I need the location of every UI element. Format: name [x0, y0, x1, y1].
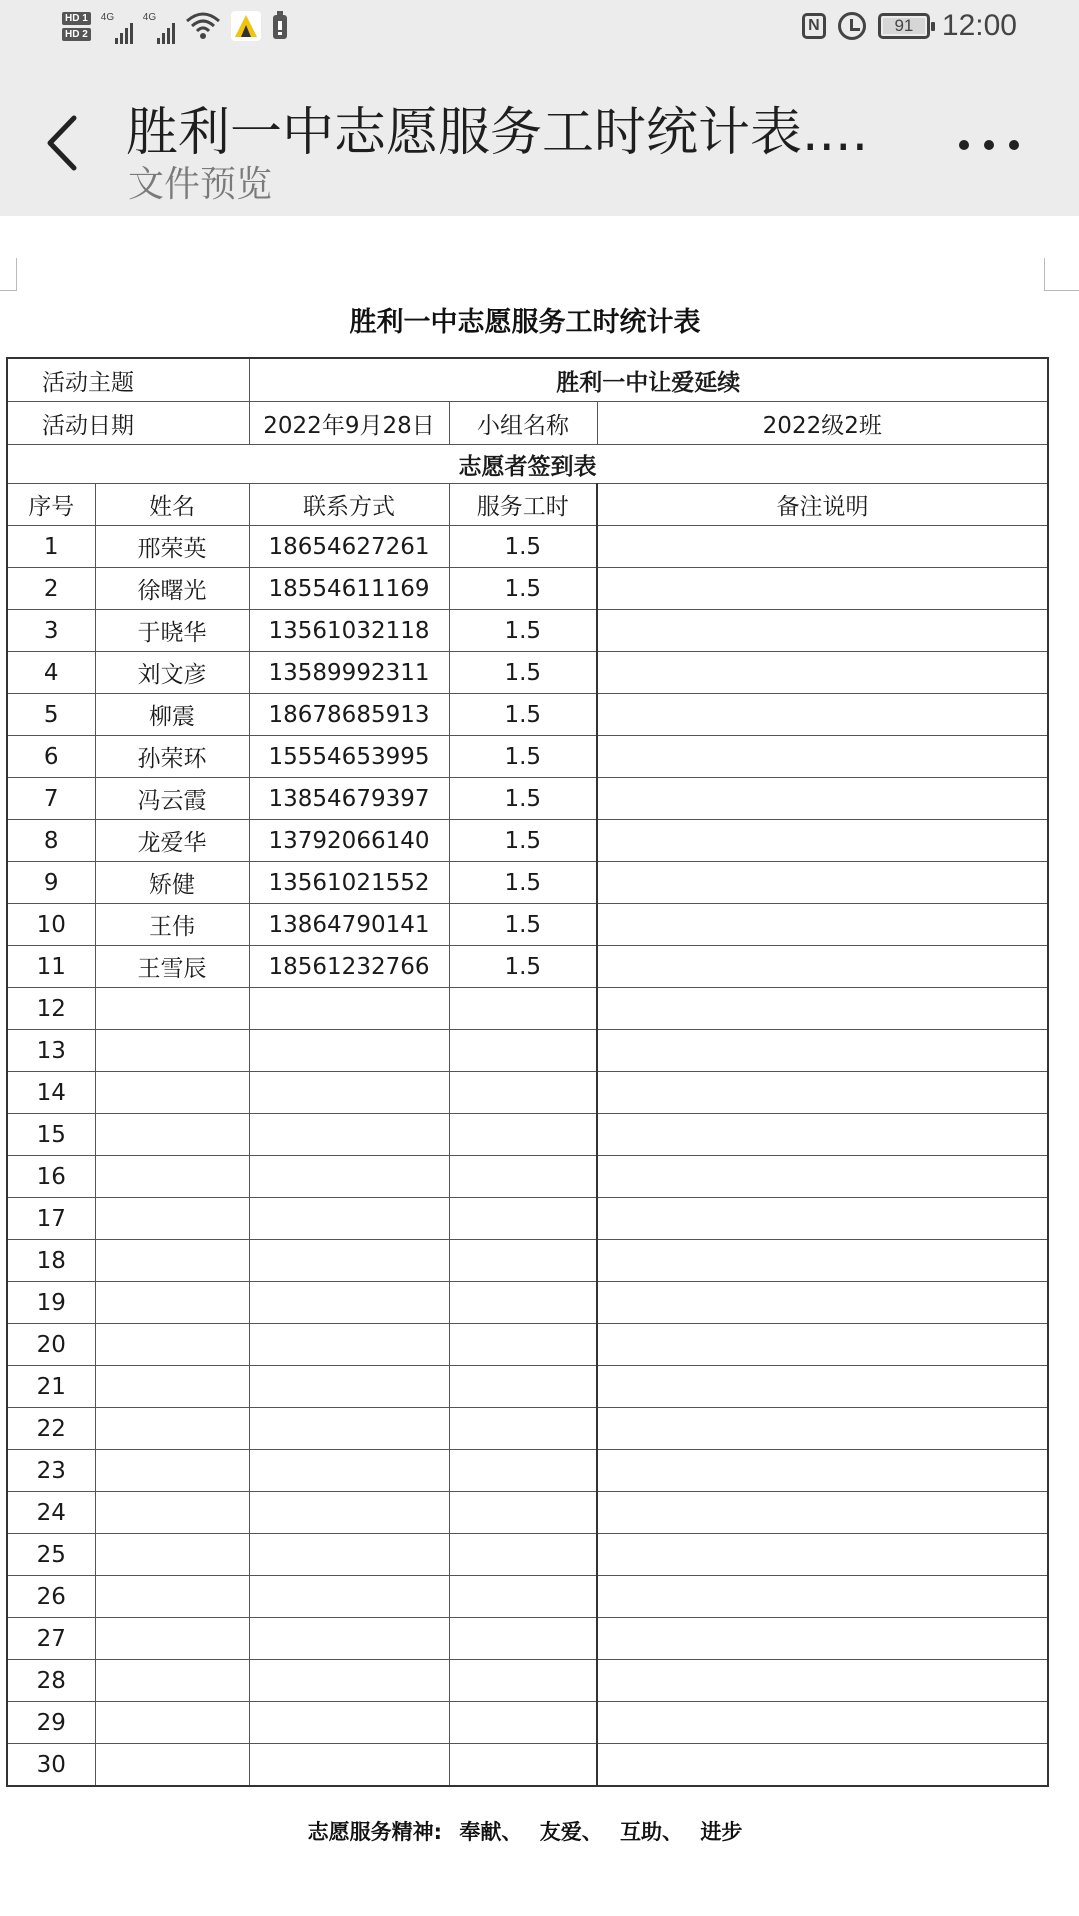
group-value: 2022级2班 [597, 402, 1048, 445]
status-bar [0, 0, 1079, 52]
table-row [7, 820, 1048, 862]
row-number: 17 [7, 1198, 95, 1240]
remark [597, 1702, 1048, 1744]
row-number: 13 [7, 1030, 95, 1072]
contact-phone [249, 988, 449, 1030]
contact-phone [249, 1030, 449, 1072]
row-number: 30 [7, 1744, 95, 1787]
row-number: 18 [7, 1240, 95, 1282]
row-number: 27 [7, 1618, 95, 1660]
remark [597, 862, 1048, 904]
page-corner-mark [0, 258, 17, 291]
contact-phone [249, 1198, 449, 1240]
service-hours [449, 1198, 597, 1240]
row-number: 20 [7, 1324, 95, 1366]
contact-phone: 15554653995 [249, 736, 449, 778]
table-row [7, 1702, 1048, 1744]
signin-title: 志愿者签到表 [7, 445, 1048, 484]
date-label: 活动日期 [7, 402, 249, 445]
row-number: 6 [7, 736, 95, 778]
contact-phone [249, 1324, 449, 1366]
table-row [7, 946, 1048, 988]
volunteer-name: 冯云霞 [95, 778, 249, 820]
service-hours [449, 1324, 597, 1366]
volunteer-name [95, 1156, 249, 1198]
table-row [7, 1156, 1048, 1198]
service-hours [449, 1660, 597, 1702]
remark [597, 1156, 1048, 1198]
remark [597, 778, 1048, 820]
service-hours [449, 1030, 597, 1072]
remark [597, 526, 1048, 568]
contact-phone: 18654627261 [249, 526, 449, 568]
contact-phone [249, 1660, 449, 1702]
remark [597, 1744, 1048, 1787]
sim1-badge: HD 1 [62, 12, 91, 25]
group-label: 小组名称 [449, 402, 597, 445]
remark [597, 568, 1048, 610]
volunteer-name [95, 1702, 249, 1744]
volunteer-name: 王雪辰 [95, 946, 249, 988]
network-type-2: 4G [142, 12, 157, 23]
service-hours: 1.5 [449, 778, 597, 820]
contact-phone [249, 1072, 449, 1114]
status-bar-left [62, 0, 289, 52]
volunteer-name [95, 1198, 249, 1240]
row-number: 8 [7, 820, 95, 862]
table-row [7, 1324, 1048, 1366]
remark [597, 1534, 1048, 1576]
table-row [7, 1282, 1048, 1324]
remark [597, 988, 1048, 1030]
service-hours: 1.5 [449, 820, 597, 862]
volunteer-name [95, 1366, 249, 1408]
volunteer-name: 王伟 [95, 904, 249, 946]
volunteer-name [95, 988, 249, 1030]
topic-value: 胜利一中让爱延续 [249, 358, 1048, 402]
row-number: 14 [7, 1072, 95, 1114]
contact-phone [249, 1408, 449, 1450]
column-header: 备注说明 [597, 484, 1048, 526]
service-hours: 1.5 [449, 862, 597, 904]
remark [597, 904, 1048, 946]
row-number: 21 [7, 1366, 95, 1408]
volunteer-name: 孙荣环 [95, 736, 249, 778]
network-type-1: 4G [100, 12, 115, 23]
row-number: 24 [7, 1492, 95, 1534]
volunteer-name [95, 1030, 249, 1072]
volunteer-name: 徐曙光 [95, 568, 249, 610]
volunteer-name [95, 1744, 249, 1787]
contact-phone [249, 1450, 449, 1492]
row-number: 19 [7, 1282, 95, 1324]
contact-phone: 13589992311 [249, 652, 449, 694]
table-row [7, 1618, 1048, 1660]
table-row [7, 1450, 1048, 1492]
row-number: 11 [7, 946, 95, 988]
contact-phone: 13792066140 [249, 820, 449, 862]
contact-phone [249, 1240, 449, 1282]
app-notification-icon [231, 11, 261, 41]
table-row [7, 1492, 1048, 1534]
contact-phone [249, 1618, 449, 1660]
row-number: 7 [7, 778, 95, 820]
volunteer-name [95, 1450, 249, 1492]
volunteer-name: 矫健 [95, 862, 249, 904]
service-hours [449, 1282, 597, 1324]
table-row [7, 1072, 1048, 1114]
date-group-row [7, 402, 1048, 445]
remark [597, 1450, 1048, 1492]
contact-phone: 13864790141 [249, 904, 449, 946]
row-number: 9 [7, 862, 95, 904]
contact-phone [249, 1492, 449, 1534]
document-title: 胜利一中志愿服务工时统计表.... [126, 103, 869, 163]
volunteer-name [95, 1282, 249, 1324]
sheet-title: 胜利一中志愿服务工时统计表 [349, 307, 701, 338]
service-hours [449, 988, 597, 1030]
status-bar-right [802, 0, 1017, 52]
battery-saver-icon [271, 11, 289, 41]
volunteer-name [95, 1408, 249, 1450]
service-hours [449, 1156, 597, 1198]
volunteer-name [95, 1072, 249, 1114]
service-hours: 1.5 [449, 694, 597, 736]
remark [597, 1576, 1048, 1618]
volunteer-name [95, 1324, 249, 1366]
service-hours: 1.5 [449, 652, 597, 694]
remark [597, 1492, 1048, 1534]
remark [597, 820, 1048, 862]
volunteer-name: 于晓华 [95, 610, 249, 652]
table-row [7, 1744, 1048, 1787]
row-number: 5 [7, 694, 95, 736]
more-options-button[interactable] [959, 130, 1019, 160]
remark [597, 1030, 1048, 1072]
remark [597, 694, 1048, 736]
app-header [0, 52, 1079, 216]
volunteer-name [95, 1534, 249, 1576]
signin-title-row [7, 445, 1048, 484]
date-value: 2022年9月28日 [249, 402, 449, 445]
table-row [7, 694, 1048, 736]
remark [597, 1114, 1048, 1156]
remark [597, 1660, 1048, 1702]
contact-phone [249, 1702, 449, 1744]
service-hours [449, 1576, 597, 1618]
service-hours [449, 1114, 597, 1156]
signal-icon [143, 8, 175, 44]
remark [597, 1282, 1048, 1324]
table-row [7, 1534, 1048, 1576]
service-hours: 1.5 [449, 946, 597, 988]
contact-phone [249, 1744, 449, 1787]
contact-phone [249, 1282, 449, 1324]
service-hours [449, 1618, 597, 1660]
row-number: 29 [7, 1702, 95, 1744]
clock: 12:00 [941, 9, 1017, 42]
column-header: 序号 [7, 484, 95, 526]
volunteer-name [95, 1114, 249, 1156]
volunteer-name: 刘文彦 [95, 652, 249, 694]
table-row [7, 526, 1048, 568]
remark [597, 1240, 1048, 1282]
service-hours: 1.5 [449, 736, 597, 778]
more-horizontal-icon [959, 140, 969, 150]
row-number: 10 [7, 904, 95, 946]
row-number: 2 [7, 568, 95, 610]
document-preview[interactable] [0, 216, 1079, 1916]
wifi-icon [185, 11, 221, 41]
service-hours [449, 1240, 597, 1282]
table-row [7, 1114, 1048, 1156]
table-row [7, 988, 1048, 1030]
row-number: 1 [7, 526, 95, 568]
volunteer-name: 龙爱华 [95, 820, 249, 862]
table-row [7, 1660, 1048, 1702]
remark [597, 1198, 1048, 1240]
table-row [7, 1198, 1048, 1240]
remark [597, 1618, 1048, 1660]
volunteer-name [95, 1240, 249, 1282]
volunteer-name [95, 1660, 249, 1702]
remark [597, 610, 1048, 652]
service-hours: 1.5 [449, 610, 597, 652]
service-hours [449, 1072, 597, 1114]
topic-row [7, 358, 1048, 402]
remark [597, 736, 1048, 778]
remark [597, 1408, 1048, 1450]
contact-phone: 13561032118 [249, 610, 449, 652]
signal-icon [101, 8, 133, 44]
table-row [7, 736, 1048, 778]
contact-phone [249, 1576, 449, 1618]
contact-phone: 13854679397 [249, 778, 449, 820]
document-subtitle: 文件预览 [128, 164, 273, 205]
volunteer-name [95, 1576, 249, 1618]
row-number: 16 [7, 1156, 95, 1198]
service-hours: 1.5 [449, 526, 597, 568]
contact-phone [249, 1534, 449, 1576]
remark [597, 1324, 1048, 1366]
column-header: 服务工时 [449, 484, 597, 526]
remark [597, 652, 1048, 694]
topic-label: 活动主题 [7, 358, 249, 402]
table-row [7, 652, 1048, 694]
service-hours [449, 1492, 597, 1534]
remark [597, 1366, 1048, 1408]
contact-phone: 18561232766 [249, 946, 449, 988]
battery-level: 91 [894, 16, 914, 35]
row-number: 25 [7, 1534, 95, 1576]
volunteer-hours-table [6, 357, 1049, 1787]
page-corner-mark [1044, 258, 1079, 291]
service-hours [449, 1534, 597, 1576]
battery-icon [878, 13, 930, 39]
volunteer-name: 柳震 [95, 694, 249, 736]
column-header: 姓名 [95, 484, 249, 526]
table-row [7, 778, 1048, 820]
remark [597, 1072, 1048, 1114]
service-hours [449, 1450, 597, 1492]
table-row [7, 1408, 1048, 1450]
table-row [7, 1030, 1048, 1072]
row-number: 3 [7, 610, 95, 652]
chevron-left-icon [40, 108, 90, 178]
row-number: 23 [7, 1450, 95, 1492]
row-number: 22 [7, 1408, 95, 1450]
table-row [7, 904, 1048, 946]
contact-phone: 18678685913 [249, 694, 449, 736]
remark [597, 946, 1048, 988]
service-hours [449, 1366, 597, 1408]
column-header: 联系方式 [249, 484, 449, 526]
contact-phone: 18554611169 [249, 568, 449, 610]
row-number: 26 [7, 1576, 95, 1618]
service-hours: 1.5 [449, 904, 597, 946]
alarm-icon [838, 12, 866, 40]
volunteer-name: 邢荣英 [95, 526, 249, 568]
table-row [7, 862, 1048, 904]
contact-phone [249, 1366, 449, 1408]
sim2-badge: HD 2 [62, 28, 91, 41]
contact-phone [249, 1114, 449, 1156]
service-hours [449, 1702, 597, 1744]
table-row [7, 1576, 1048, 1618]
row-number: 4 [7, 652, 95, 694]
contact-phone: 13561021552 [249, 862, 449, 904]
back-button[interactable] [40, 108, 90, 178]
row-number: 15 [7, 1114, 95, 1156]
volunteer-name [95, 1618, 249, 1660]
service-hours [449, 1744, 597, 1787]
sim-indicators [62, 12, 91, 41]
contact-phone [249, 1156, 449, 1198]
service-hours: 1.5 [449, 568, 597, 610]
volunteer-name [95, 1492, 249, 1534]
table-row [7, 1240, 1048, 1282]
table-row [7, 610, 1048, 652]
table-row [7, 1366, 1048, 1408]
nfc-icon: N [802, 13, 826, 39]
row-number: 28 [7, 1660, 95, 1702]
row-number: 12 [7, 988, 95, 1030]
table-row [7, 568, 1048, 610]
service-hours [449, 1408, 597, 1450]
table-header-row [7, 484, 1048, 526]
volunteer-spirit-footer: 志愿服务精神: 奉献、 友爱、 互助、 进步 [307, 1820, 743, 1844]
